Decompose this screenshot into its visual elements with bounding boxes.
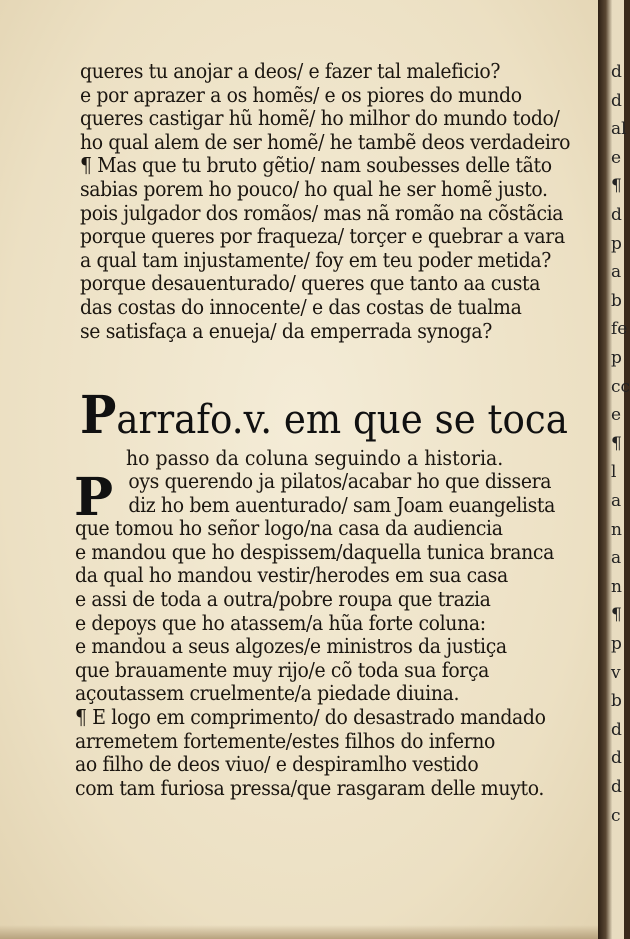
facing-page-fragment: p xyxy=(611,348,622,368)
facing-page-fragment: p xyxy=(611,233,622,254)
text-line: e assi de toda a outra/pobre roupa que trazia xyxy=(75,586,491,611)
facing-page-fragment: v xyxy=(611,662,621,683)
drop-capital: P xyxy=(74,467,114,528)
text-line: da qual ho mandou vestir/herodes em sua casa xyxy=(75,563,508,588)
text-line: oys querendo ja pilatos/acabar ho que dissera xyxy=(128,469,552,493)
facing-page-fragment: b xyxy=(611,691,622,712)
text-line: ho qual alem de ser homẽ/ he tambẽ deos verdadeiro xyxy=(80,129,571,154)
text-line: açoutassem cruelmente/a piedade diuina. xyxy=(75,681,460,706)
facing-page-edge xyxy=(598,0,630,939)
text-line: e mandou a seus algozes/e ministros da justiça xyxy=(75,634,507,659)
text-line: e por aprazer a os homẽs/ e os piores do mundo xyxy=(80,82,522,107)
facing-page-fragment: a xyxy=(611,491,622,511)
text-line: queres tu anojar a deos/ e fazer tal maleficio? xyxy=(80,59,501,83)
paragraph-one xyxy=(80,60,600,343)
facing-page-fragment: b xyxy=(611,290,622,311)
facing-page-fragment: d xyxy=(611,719,622,740)
text-line: se satisfaça a enueja/ da emperrada synoga? xyxy=(80,318,493,343)
facing-page-fragment: d xyxy=(611,90,622,111)
page-shadow xyxy=(0,925,598,939)
text-line: ¶ Mas que tu bruto gẽtio/ nam soubesses delle tãto xyxy=(80,153,552,178)
facing-page-fragment: ¶ xyxy=(611,605,622,626)
text-line: ¶ E logo em comprimento/ do desastrado mandado xyxy=(75,704,546,729)
section-subheading: ho passo da coluna seguindo a historia. xyxy=(126,446,504,470)
text-line: e depoys que ho atassem/a hũa forte coluna: xyxy=(75,610,486,635)
facing-page-fragment: fe xyxy=(611,319,628,340)
text-line: diz ho bem auenturado/ sam Joam euangelista xyxy=(128,492,555,517)
text-line: porque queres por fraqueza/ torçer e quebrar a vara xyxy=(80,224,565,249)
text-line: das costas do innocente/ e das costas de tualma xyxy=(80,294,522,319)
facing-page-fragment: d xyxy=(611,205,622,225)
heading-text: arrafo.v. em que se toca xyxy=(116,397,568,443)
facing-page-fragment: c xyxy=(611,805,621,826)
text-line: e mandou que ho despissem/daquella tunica branca xyxy=(75,539,554,564)
text-line: que tomou ho señor logo/na casa da audiencia xyxy=(75,516,503,541)
text-line: arremetem fortemente/estes filhos do inferno xyxy=(75,728,496,753)
text-line: a qual tam injustamente/ foy em teu poder metida? xyxy=(80,247,552,272)
facing-page-fragment: n xyxy=(611,576,622,597)
text-line: ao filho de deos viuo/ e despiramlho vestido xyxy=(75,752,479,777)
facing-page-fragment: d xyxy=(611,748,622,769)
facing-page-fragment: ¶ xyxy=(611,176,622,197)
facing-page-fragment: a xyxy=(611,548,622,569)
text-line: que brauamente muy rijo/e cõ toda sua força xyxy=(75,657,490,682)
facing-page-fragment: d xyxy=(611,62,622,82)
heading-capital: P xyxy=(80,385,117,446)
text-line: sabias porem ho pouco/ ho qual he ser homẽ justo. xyxy=(80,176,548,201)
facing-page-fragment: d xyxy=(611,777,622,797)
facing-page-fragment: a xyxy=(611,262,622,283)
section-heading xyxy=(80,385,568,446)
text-line: com tam furiosa pressa/que rasgaram delle muyto. xyxy=(75,775,544,800)
text-line: porque desauenturado/ queres que tanto aa custa xyxy=(80,271,541,296)
facing-page-fragment: e xyxy=(611,405,622,426)
facing-page-fragment: e xyxy=(611,147,622,168)
facing-page-fragment: al xyxy=(611,119,627,140)
text-line: pois julgador dos romãos/ mas nã romão na cõstãcia xyxy=(80,200,564,225)
text-line: queres castigar hũ homẽ/ ho milhor do mundo todo/ xyxy=(80,106,560,131)
facing-page-fragment: n xyxy=(611,519,622,540)
facing-page-fragment: ¶ xyxy=(611,433,622,454)
facing-page-fragment: cc xyxy=(611,376,630,397)
paragraph-two xyxy=(74,467,595,800)
facing-page-fragment: p xyxy=(611,634,622,654)
facing-page-fragment: l xyxy=(611,462,617,483)
